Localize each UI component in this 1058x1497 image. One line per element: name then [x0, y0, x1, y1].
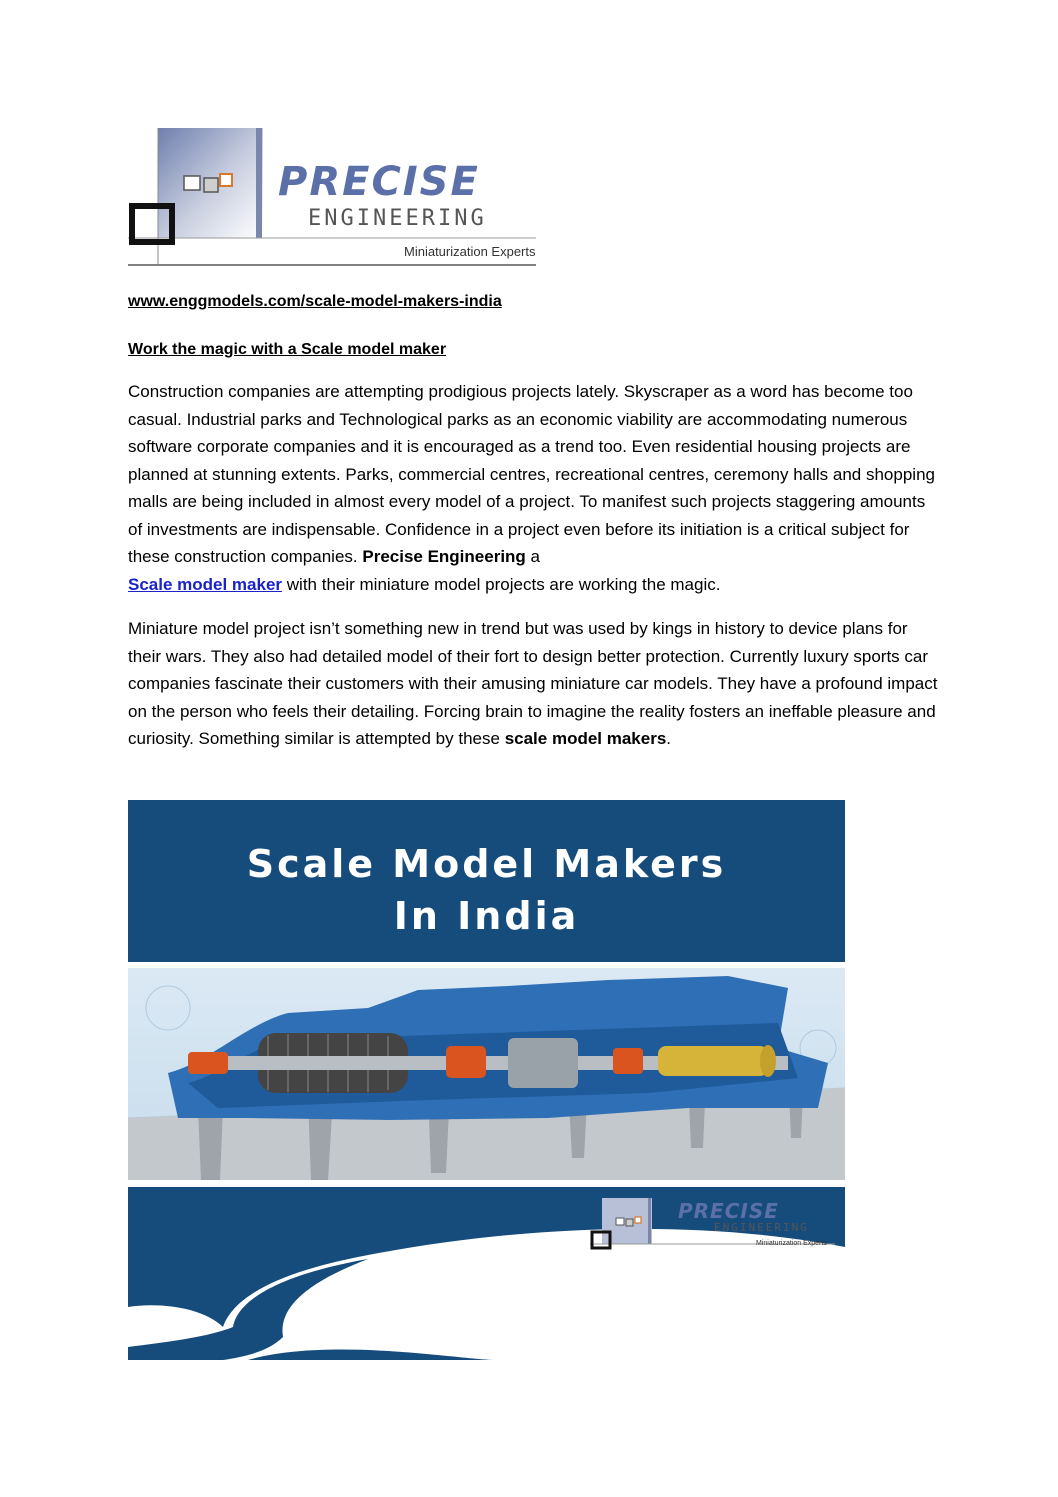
page-url[interactable]: www.enggmodels.com/scale-model-makers-india [128, 293, 502, 310]
banner-title [128, 838, 845, 942]
paragraph-2 [128, 615, 938, 753]
logo-engineering-text: ENGINEERING [308, 206, 487, 231]
banner-logo-tagline: Miniaturization Experts [756, 1240, 827, 1247]
turbine-model-illustration [128, 968, 845, 1180]
banner-logo [590, 1198, 840, 1254]
banner-title-line-1: Scale Model Makers [246, 842, 727, 886]
paragraph-1-end: with their miniature model projects are working the magic. [286, 574, 721, 594]
logo-tagline: Miniaturization Experts [404, 244, 536, 259]
article-heading: Work the magic with a Scale model maker [128, 340, 447, 358]
paragraph-1 [128, 378, 938, 598]
banner-logo-precise: PRECISE [678, 1199, 779, 1223]
banner-title-band [128, 800, 845, 962]
paragraph-2-text: Miniature model project isn’t something new in trend but was used by kings in history to device plans for their wars. They also had detailed model of their fort to design better protection. Currently luxury sports car companies fascinate their customers with their amusing miniature car models. They have a profound impact on the person who feels their detailing. Forcing brain to imagine the reality fosters an ineffable pleasure and curiosity. Something similar is attempted by these [128, 619, 938, 748]
banner-image [128, 800, 845, 1360]
paragraph-1-a: a [530, 547, 541, 566]
scale-model-maker-link[interactable]: Scale model maker [128, 574, 283, 594]
article [128, 288, 938, 770]
banner-title-line-2: In India [393, 894, 580, 938]
company-logo [128, 128, 538, 268]
banner-logo-engineering: ENGINEERING [714, 1221, 809, 1234]
logo-precise-text: PRECISE [278, 159, 480, 205]
scale-model-makers-bold: scale model makers [504, 729, 667, 748]
paragraph-2-end: . [666, 729, 672, 748]
turbine-graphic [128, 968, 845, 1180]
company-name-bold: Precise Engineering [362, 547, 526, 566]
paragraph-1-text: Construction companies are attempting prodigious projects lately. Skyscraper as a word has become too casual. Industrial parks and Technological parks as an economic viability are accommodating numerous software corporate companies and it is encouraged as a trend too. Even residential housing projects are planned at stunning extents. Parks, commercial centres, recreational centres, ceremony halls and shopping malls are being included in almost every model of a project. To manifest such projects staggering amounts of investments are indispensable. Confidence in a project even before its initiation is a critical subject for these construction companies. [128, 382, 935, 566]
